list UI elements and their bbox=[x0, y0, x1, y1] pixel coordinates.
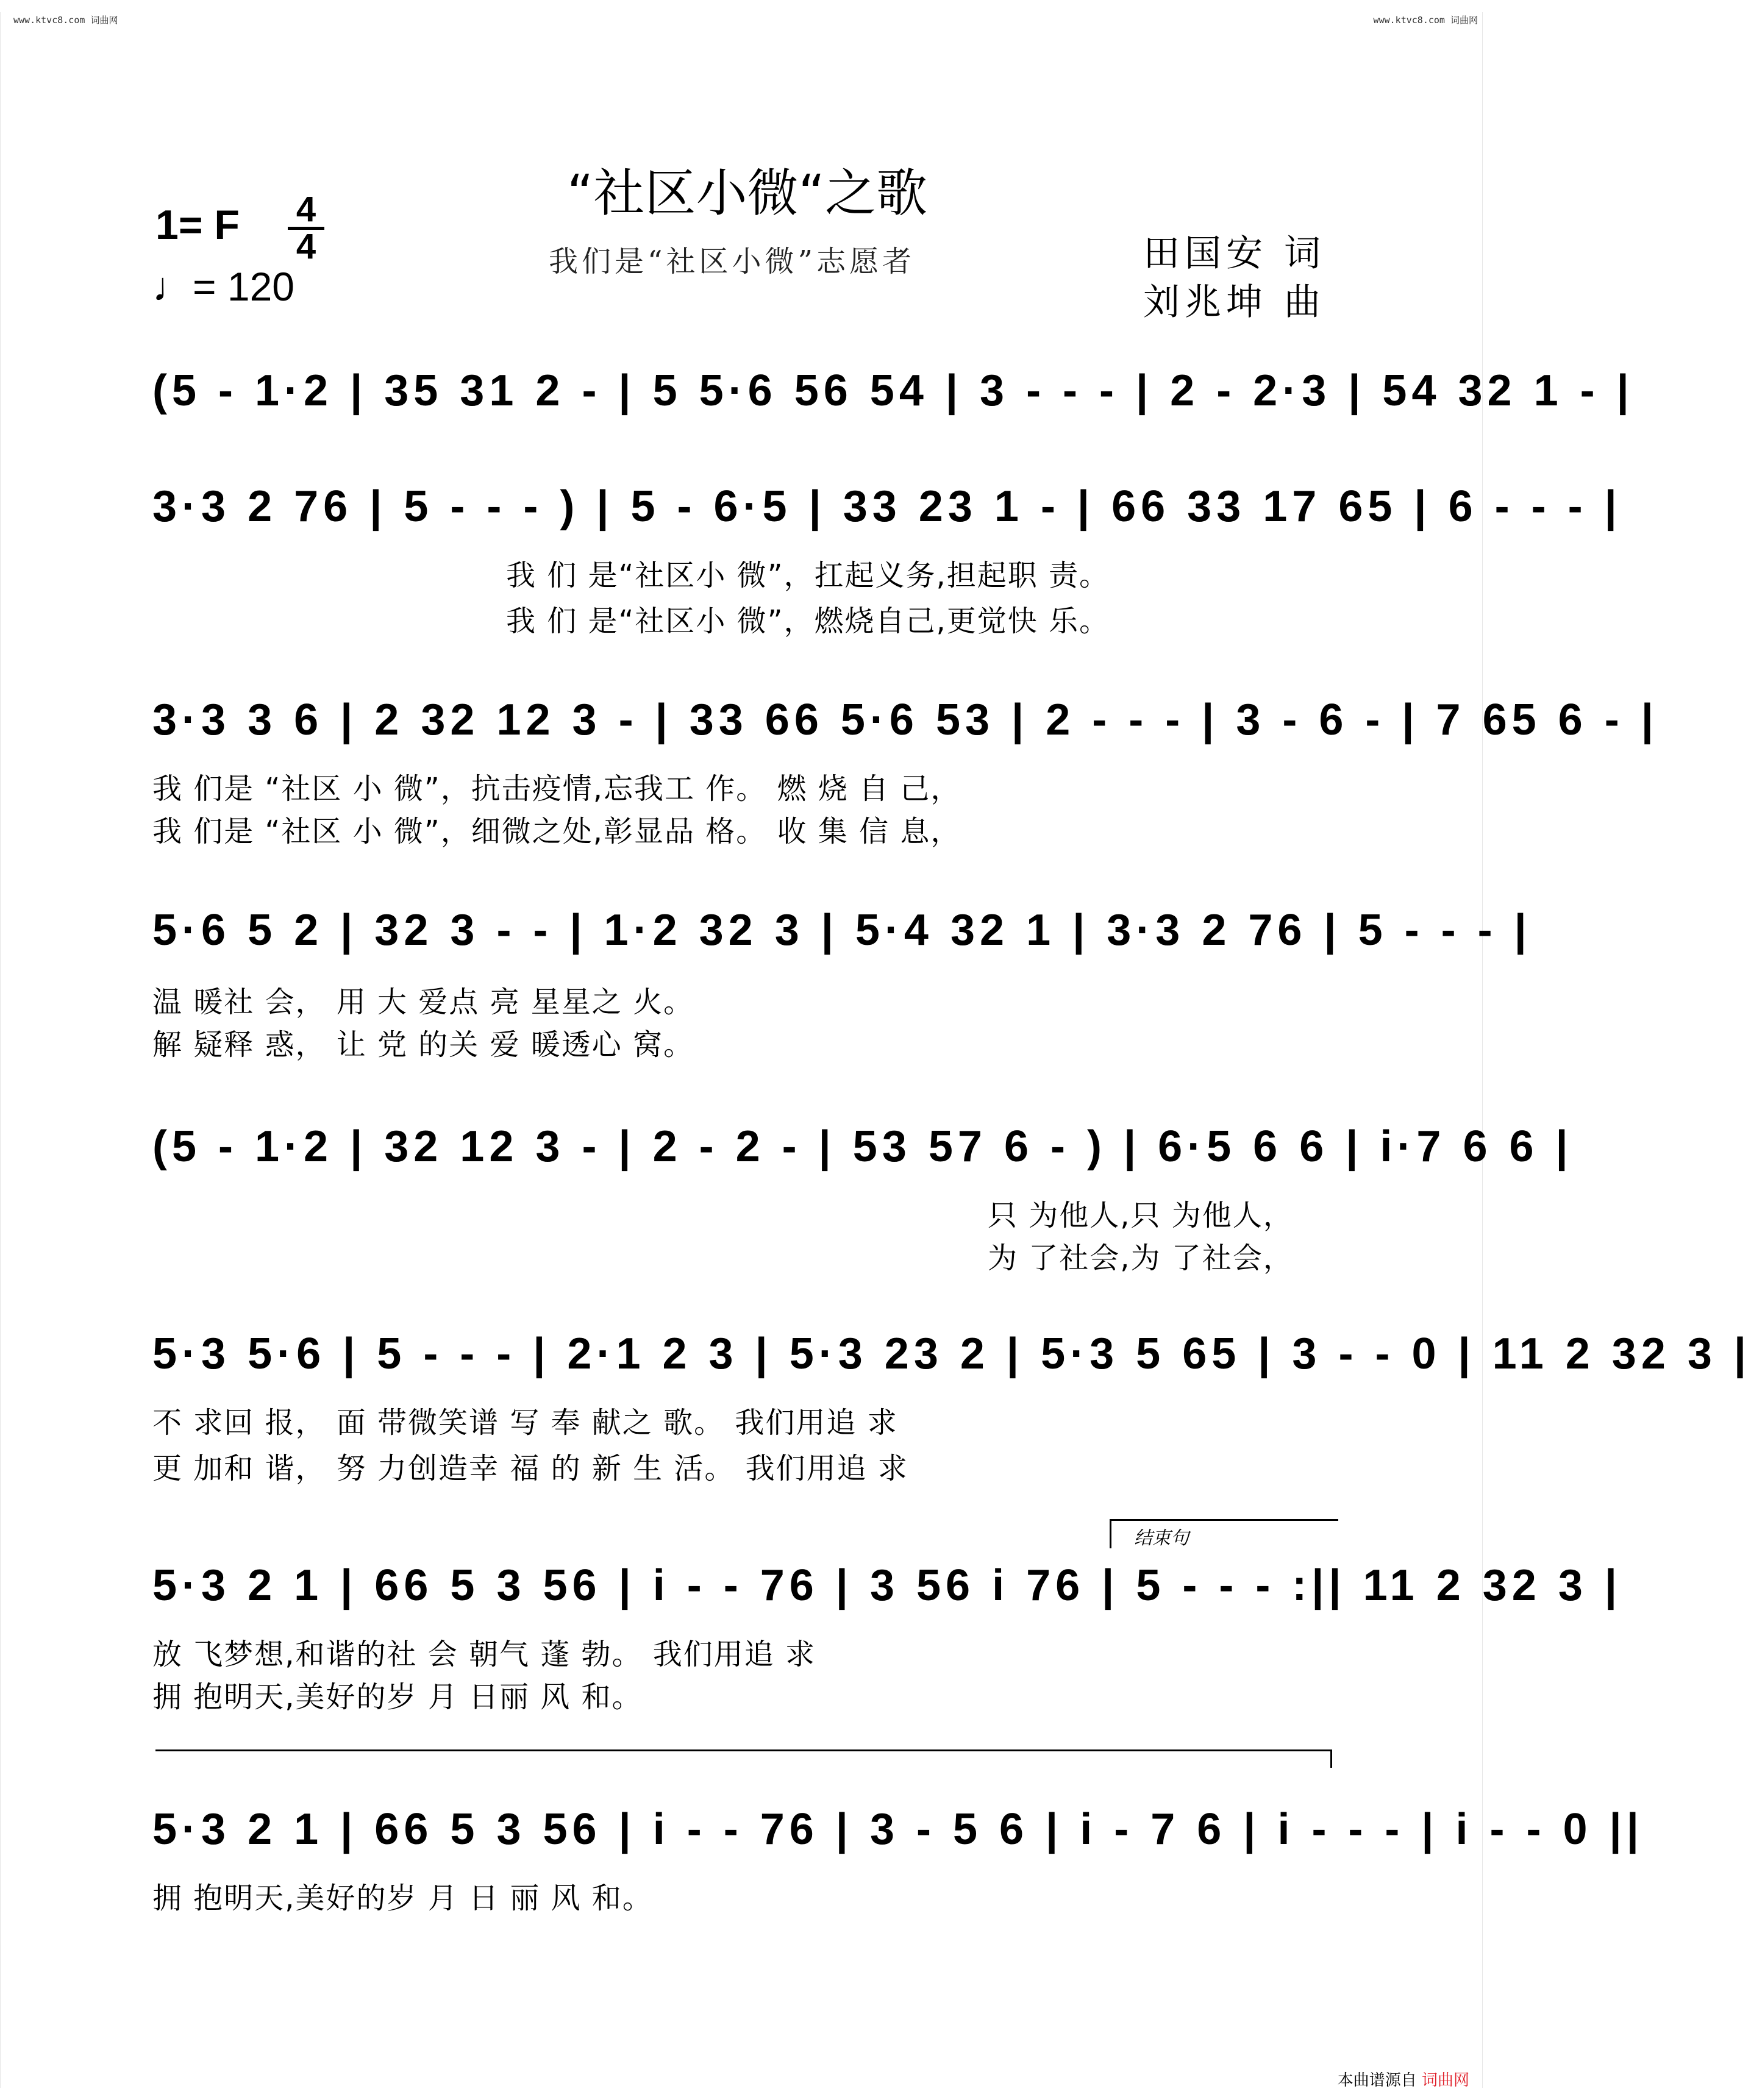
song-subtitle: 我们是“社区小微”志愿者 bbox=[549, 244, 916, 279]
system-4-notes: 5·6 5 2 | 32 3 - - | 1·2 32 3 | 5·4 32 1 | 3·3 2 76 | 5 - - - | bbox=[152, 906, 1532, 955]
site-name-left: 词曲网 bbox=[90, 15, 118, 26]
system-1-notes: (5 - 1·2 | 35 31 2 - | 5 5·6 56 54 | 3 - - - | 2 - 2·3 | 54 32 1 - | bbox=[152, 366, 1634, 415]
key-signature: 1= F bbox=[155, 202, 240, 248]
ending-label: 结束句 bbox=[1134, 1528, 1189, 1549]
song-title: “社区小微“之歌 bbox=[567, 163, 928, 223]
site-mark-left bbox=[13, 13, 118, 26]
right-page-edge bbox=[1482, 12, 1494, 2088]
system-6-lyric-verse-1: 不 求回 报， 面 带微笑谱 写 奉 献之 歌。 我们用追 求 bbox=[152, 1406, 898, 1440]
lyricist-credit: 田国安 词 bbox=[1143, 232, 1326, 275]
tempo-marking bbox=[152, 263, 294, 310]
system-7-lyric-verse-1: 放 飞梦想,和谐的社 会 朝气 蓬 勃。 我们用追 求 bbox=[152, 1637, 816, 1671]
time-signature-bottom: 4 bbox=[296, 227, 316, 266]
left-page-edge bbox=[0, 12, 12, 2088]
system-6-notes: 5·3 5·6 | 5 - - - | 2·1 2 3 | 5·3 23 2 | 5·3 5 65 | 3 - - 0 | 11 2 32 3 | bbox=[152, 1329, 1751, 1378]
footer-source-text: 本曲谱源自 bbox=[1337, 2071, 1417, 2090]
system-5-notes: (5 - 1·2 | 32 12 3 - | 2 - 2 - | 53 57 6 - ) | 6·5 6 6 | i·7 6 6 | bbox=[152, 1122, 1573, 1171]
system-4-lyric-verse-1: 温 暖社 会， 用 大 爱点 亮 星星之 火。 bbox=[152, 985, 694, 1019]
quarter-note-icon: ♩ bbox=[152, 264, 193, 309]
system-6-lyric-verse-2: 更 加和 谐， 努 力创造幸 福 的 新 生 活。 我们用追 求 bbox=[152, 1451, 908, 1486]
system-8-notes: 5·3 2 1 | 66 5 3 56 | i - - 76 | 3 - 5 6 | i - 7 6 | i - - - | i - - 0 || bbox=[152, 1805, 1644, 1854]
system-2-lyric-verse-2: 我 们 是“社区小 微”，燃烧自己,更觉快 乐。 bbox=[506, 604, 1110, 638]
system-4-lyric-verse-2: 解 疑释 惑， 让 党 的关 爱 暖透心 窝。 bbox=[152, 1028, 694, 1062]
system-8-lyric: 拥 抱明天,美好的岁 月 日 丽 风 和。 bbox=[152, 1881, 653, 1915]
composer-credit: 刘兆坤 曲 bbox=[1143, 281, 1326, 324]
system-7-lyric-verse-2: 拥 抱明天,美好的岁 月 日丽 风 和。 bbox=[152, 1680, 643, 1714]
footer-brand-link[interactable]: 词曲网 bbox=[1421, 2071, 1469, 2090]
final-system-bracket bbox=[155, 1749, 1332, 1751]
site-url-right[interactable]: www.ktvc8.com bbox=[1373, 15, 1445, 26]
system-3-lyric-verse-1: 我 们是 “社区 小 微”，抗击疫情,忘我工 作。 燃 烧 自 己， bbox=[152, 772, 961, 806]
system-5-lyric-verse-2: 为 了社会,为 了社会， bbox=[988, 1241, 1294, 1275]
ending-bracket-side bbox=[1110, 1519, 1111, 1548]
system-3-lyric-verse-2: 我 们是 “社区 小 微”，细微之处,彰显品 格。 收 集 信 息， bbox=[152, 814, 961, 849]
system-2-notes: 3·3 2 76 | 5 - - - ) | 5 - 6·5 | 33 23 1 - | 66 33 17 65 | 6 - - - | bbox=[152, 482, 1622, 531]
site-mark-right bbox=[1374, 13, 1478, 26]
site-name-right: 词曲网 bbox=[1450, 15, 1478, 26]
system-5-lyric-verse-1: 只 为他人,只 为他人， bbox=[988, 1198, 1294, 1233]
final-system-bracket-end bbox=[1330, 1749, 1332, 1768]
time-signature bbox=[288, 190, 324, 266]
tempo-value: = 120 bbox=[193, 264, 294, 309]
time-signature-top: 4 bbox=[296, 190, 316, 229]
system-3-notes: 3·3 3 6 | 2 32 12 3 - | 33 66 5·6 53 | 2 - - - | 3 - 6 - | 7 65 6 - | bbox=[152, 696, 1658, 744]
footer-source bbox=[1338, 2068, 1469, 2090]
system-7-notes: 5·3 2 1 | 66 5 3 56 | i - - 76 | 3 56 i 76 | 5 - - - :|| 11 2 32 3 | bbox=[152, 1561, 1622, 1610]
site-url-left[interactable]: www.ktvc8.com bbox=[13, 15, 85, 26]
ending-bracket-top bbox=[1110, 1519, 1338, 1521]
system-2-lyric-verse-1: 我 们 是“社区小 微”，扛起义务,担起职 责。 bbox=[506, 558, 1110, 593]
